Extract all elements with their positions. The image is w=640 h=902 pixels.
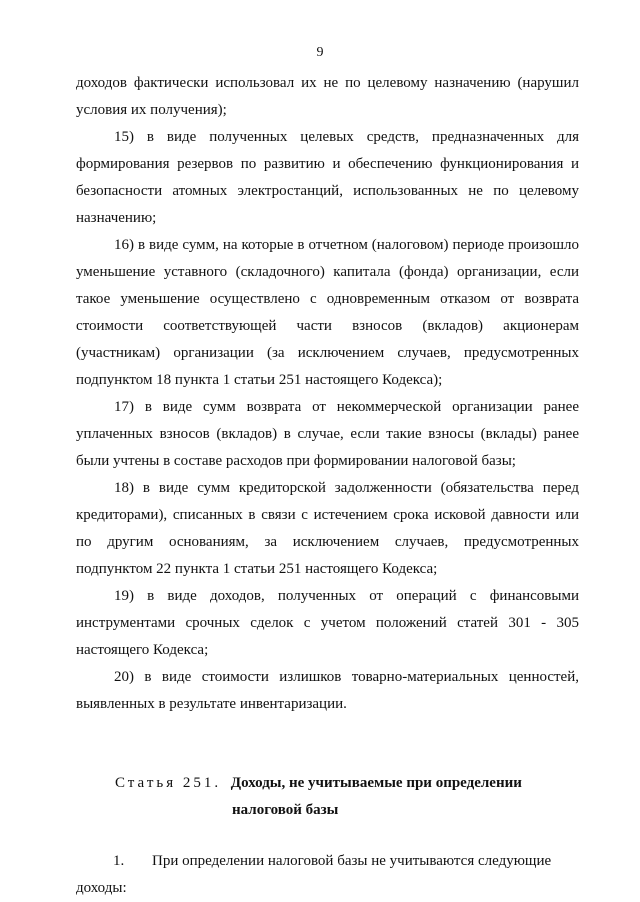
paragraph-item-16: 16) в виде сумм, на которые в отчетном (налоговом) периоде произошло уменьшение уставного (складочного) капитала (фонда) организации, если такое уменьшение осуществлено с одновременным отказом от возврата стоимости соответствующей части взносов (вкладов) акционерам (участникам) организации (за исключением случаев, предусмотренных подпунктом 18 пункта 1 статьи 251 настоящего Кодекса);: [76, 237, 579, 388]
paragraph-item-20: 20) в виде стоимости излишков товарно-материальных ценностей, выявленных в результате инвентаризации.: [76, 669, 579, 712]
page-number: 9: [316, 45, 324, 60]
article-title-line2: налоговой базы: [232, 802, 339, 818]
paragraph-continuation: доходов фактически использовал их не по целевому назначению (нарушил условия их получения);: [76, 75, 579, 118]
clause-number: 1.: [113, 853, 125, 869]
paragraph-item-19: 19) в виде доходов, полученных от операций с финансовыми инструментами срочных сделок с учетом положений статей 301 - 305 настоящего Кодекса;: [76, 588, 579, 658]
body-text: [76, 70, 579, 718]
article-heading: [115, 770, 585, 824]
clause-continuation: доходы:: [76, 880, 127, 896]
paragraph-item-17: 17) в виде сумм возврата от некоммерческой организации ранее уплаченных взносов (вкладов) в случае, если такие взносы (вклады) ранее были учтены в составе расходов при формировании налоговой базы;: [76, 399, 579, 469]
paragraph-item-15: 15) в виде полученных целевых средств, предназначенных для формирования резервов по развитию и обеспечению функционирования и безопасности атомных электростанций, использованных не по целевому назначению;: [76, 129, 579, 226]
article-label: Статья 251.: [115, 775, 222, 791]
article-title-line1: Доходы, не учитываемые при определении: [230, 775, 522, 791]
clause-1: [76, 848, 579, 902]
paragraph-item-18: 18) в виде сумм кредиторской задолженности (обязательства перед кредиторами), списанных в связи с истечением срока исковой давности или по другим основаниям, за исключением случаев, предусмотренных подпунктом 22 пункта 1 статьи 251 настоящего Кодекса;: [76, 480, 579, 577]
clause-text: При определении налоговой базы не учитываются следующие: [152, 853, 552, 869]
